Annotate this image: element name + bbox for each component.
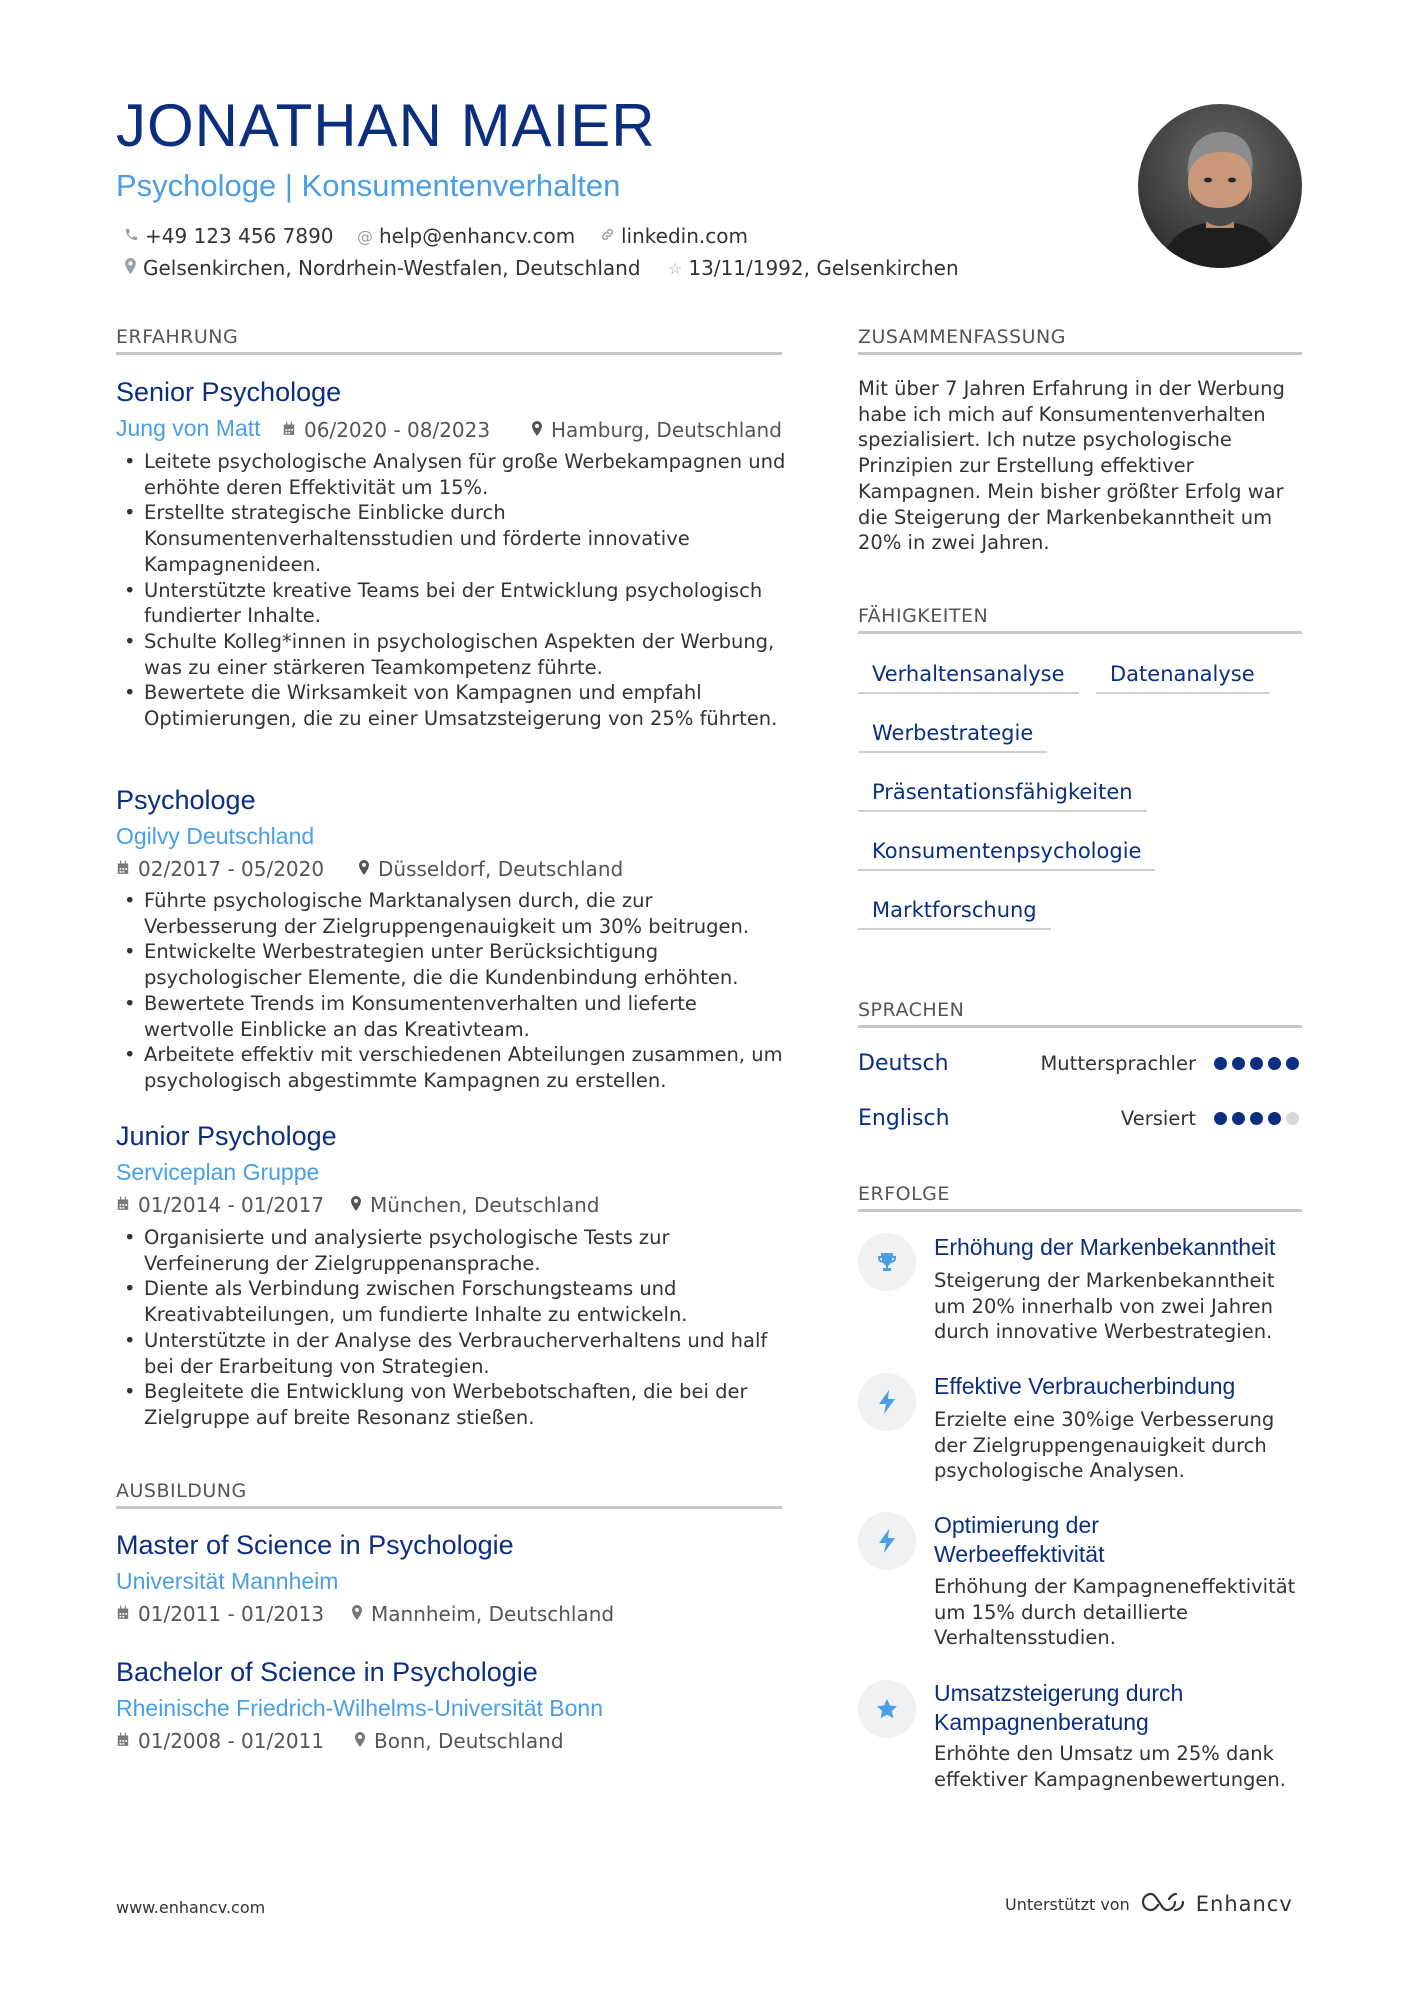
star-icon [858, 1680, 916, 1738]
list-item: • Leitete psychologische Analysen für große Werbekampagnen und erhöhte deren Effektivität um 15%. [116, 449, 786, 500]
degree-title: Bachelor of Science in Psychologie [116, 1657, 538, 1687]
footer-brand[interactable] [1005, 1890, 1293, 1918]
job-location [350, 1193, 599, 1217]
achievement-title: Umsatzsteigerung durch Kampagnenberatung [934, 1680, 1184, 1735]
contact-email[interactable] [357, 224, 575, 248]
list-item: • Führte psychologische Marktanalysen durch, die zur Verbesserung der Zielgruppengenauigkeit um 30% beitrugen. [116, 888, 786, 939]
school-name: Universität Mannheim [116, 1568, 339, 1594]
contact-linkedin[interactable] [600, 224, 748, 248]
skill-tag: Datenanalyse [1096, 662, 1269, 694]
achievement-title: Effektive Verbraucherbindung [934, 1373, 1236, 1399]
rating-dot [1232, 1057, 1245, 1070]
achievements-heading: ERFOLGE [858, 1183, 1302, 1212]
language-rating [1214, 1057, 1299, 1070]
summary-heading: ZUSAMMENFASSUNG [858, 326, 1302, 355]
language-rating [1214, 1112, 1299, 1125]
skill-tag: Konsumentenpsychologie [858, 839, 1155, 871]
candidate-subtitle: Psychologe | Konsumentenverhalten [116, 168, 621, 203]
skill-tag: Werbestrategie [858, 721, 1047, 753]
location-pin-icon [354, 1732, 366, 1751]
powered-by-text: Unterstützt von [1005, 1894, 1130, 1914]
rating-dot [1214, 1112, 1227, 1125]
avatar [1138, 104, 1302, 268]
education-dates-text: 01/2011 - 01/2013 [138, 1602, 325, 1626]
lightning-icon [858, 1373, 916, 1431]
candidate-name: JONATHAN MAIER [116, 92, 656, 159]
email-text: help@enhancv.com [379, 224, 576, 248]
achievement-text: Steigerung der Markenbekanntheit um 20% innerhalb von zwei Jahren durch innovative Werbestrategien. [934, 1269, 1275, 1344]
achievement-title: Erhöhung der Markenbekanntheit [934, 1234, 1276, 1260]
job-bullets [116, 449, 786, 732]
education-dates-text: 01/2008 - 01/2011 [138, 1729, 325, 1753]
calendar-icon [282, 421, 296, 440]
education-location [354, 1729, 564, 1753]
languages-heading: SPRACHEN [858, 999, 1302, 1028]
rating-dot [1286, 1057, 1299, 1070]
job-dates-text: 01/2014 - 01/2017 [138, 1193, 325, 1217]
school-name: Rheinische Friedrich-Wilhelms-Universität Bonn [116, 1695, 603, 1721]
job-bullets [116, 888, 786, 1094]
summary-text: Mit über 7 Jahren Erfahrung in der Werbung habe ich mich auf Konsumentenverhalten spezialisiert. Ich nutze psychologische Prinzipien zur Erstellung effektiver Kampagnen. Mein bisher größter Erfolg war die Steigerung der Markenbekanntheit um 20% in zwei Jahren. [858, 377, 1285, 555]
rating-dot [1286, 1112, 1299, 1125]
location-pin-icon [358, 860, 370, 879]
list-item: • Unterstützte in der Analyse des Verbraucherverhaltens und half bei der Erarbeitung von Strategien. [116, 1328, 786, 1379]
education-location [351, 1602, 614, 1626]
job-location-text: Hamburg, Deutschland [551, 418, 782, 442]
contact-location [124, 256, 641, 280]
location-pin-icon [531, 421, 543, 440]
language-name: Englisch [858, 1106, 950, 1131]
job-dates [282, 418, 490, 442]
list-item: • Arbeitete effektiv mit verschiedenen Abteilungen zusammen, um psychologisch abgestimmte Kampagnen zu erstellen. [116, 1042, 786, 1093]
skill-tag: Verhaltensanalyse [858, 662, 1079, 694]
skill-tag: Präsentationsfähigkeiten [858, 780, 1147, 812]
rating-dot [1232, 1112, 1245, 1125]
job-company: Jung von Matt [116, 415, 261, 441]
location-pin-icon [124, 258, 137, 278]
job-title: Senior Psychologe [116, 377, 342, 407]
rating-dot [1214, 1057, 1227, 1070]
list-item: • Organisierte und analysierte psychologische Tests zur Verfeinerung der Zielgruppenansprache. [116, 1225, 786, 1276]
achievement-title: Optimierung der Werbeeffektivität [934, 1512, 1105, 1567]
enhancv-logo-icon [1140, 1890, 1186, 1918]
job-company: Serviceplan Gruppe [116, 1159, 320, 1185]
rating-dot [1268, 1112, 1281, 1125]
list-item: • Entwickelte Werbestrategien unter Berücksichtigung psychologischer Elemente, die die Kundenbindung erhöhten. [116, 939, 786, 990]
contact-birth [668, 256, 959, 280]
at-icon: @ [357, 226, 373, 246]
job-dates-text: 06/2020 - 08/2023 [304, 418, 491, 442]
experience-heading: ERFAHRUNG [116, 326, 782, 355]
job-title: Psychologe [116, 785, 256, 815]
job-dates [116, 857, 324, 881]
job-location-text: München, Deutschland [370, 1193, 600, 1217]
contact-phone [124, 224, 334, 248]
list-item: • Bewertete die Wirksamkeit von Kampagnen und empfahl Optimierungen, die zu einer Umsatzsteigerung von 25% führten. [116, 680, 786, 731]
achievement-text: Erhöhte den Umsatz um 25% dank effektiver Kampagnenbewertungen. [934, 1742, 1286, 1791]
job-location [531, 418, 782, 442]
list-item: • Erstellte strategische Einblicke durch Konsumentenverhaltensstudien und förderte innovative Kampagnenideen. [116, 500, 786, 577]
list-item: • Bewertete Trends im Konsumentenverhalten und lieferte wertvolle Einblicke an das Kreativteam. [116, 991, 786, 1042]
education-heading: AUSBILDUNG [116, 1480, 782, 1509]
job-dates-text: 02/2017 - 05/2020 [138, 857, 325, 881]
skills-heading: FÄHIGKEITEN [858, 605, 1302, 634]
footer-website[interactable]: www.enhancv.com [116, 1898, 266, 1917]
calendar-icon [116, 1732, 130, 1751]
job-location-text: Düsseldorf, Deutschland [378, 857, 624, 881]
list-item: • Schulte Kolleg*innen in psychologischen Aspekten der Werbung, was zu einer stärkeren Teamkompetenz führte. [116, 629, 786, 680]
degree-title: Master of Science in Psychologie [116, 1530, 514, 1560]
education-dates [116, 1602, 324, 1626]
lightning-icon [858, 1512, 916, 1570]
job-location [358, 857, 623, 881]
list-item: • Begleitete die Entwicklung von Werbebotschaften, die bei der Zielgruppe auf breite Resonanz stießen. [116, 1379, 786, 1430]
job-bullets [116, 1225, 786, 1431]
trophy-icon [858, 1233, 916, 1291]
birth-text: 13/11/1992, Gelsenkirchen [688, 256, 959, 280]
phone-icon [124, 227, 139, 246]
language-name: Deutsch [858, 1051, 949, 1076]
calendar-icon [116, 860, 130, 879]
location-text: Gelsenkirchen, Nordrhein-Westfalen, Deutschland [143, 256, 641, 280]
education-dates [116, 1729, 324, 1753]
list-item: • Unterstützte kreative Teams bei der Entwicklung psychologisch fundierter Inhalte. [116, 578, 786, 629]
language-level: Muttersprachler [1040, 1052, 1196, 1075]
job-company: Ogilvy Deutschland [116, 823, 315, 849]
calendar-icon [116, 1605, 130, 1624]
language-level: Versiert [1120, 1107, 1196, 1130]
education-location-text: Bonn, Deutschland [374, 1729, 564, 1753]
education-location-text: Mannheim, Deutschland [371, 1602, 615, 1626]
job-dates [116, 1193, 324, 1217]
link-icon [600, 227, 615, 246]
achievement-text: Erzielte eine 30%ige Verbesserung der Zielgruppengenauigkeit durch psychologische Analysen. [934, 1408, 1275, 1483]
rating-dot [1250, 1057, 1263, 1070]
linkedin-text: linkedin.com [621, 224, 748, 248]
phone-text: +49 123 456 7890 [145, 224, 334, 248]
rating-dot [1268, 1057, 1281, 1070]
skill-tag: Marktforschung [858, 898, 1051, 930]
location-pin-icon [351, 1605, 363, 1624]
job-title: Junior Psychologe [116, 1121, 337, 1151]
rating-dot [1250, 1112, 1263, 1125]
star-outline-icon: ☆ [668, 258, 683, 278]
calendar-icon [116, 1196, 130, 1215]
brand-name: Enhancv [1195, 1892, 1293, 1916]
achievement-text: Erhöhung der Kampagneneffektivität um 15% durch detaillierte Verhaltensstudien. [934, 1575, 1296, 1650]
list-item: • Diente als Verbindung zwischen Forschungsteams und Kreativabteilungen, um fundierte Inhalte zu entwickeln. [116, 1276, 786, 1327]
location-pin-icon [350, 1196, 362, 1215]
